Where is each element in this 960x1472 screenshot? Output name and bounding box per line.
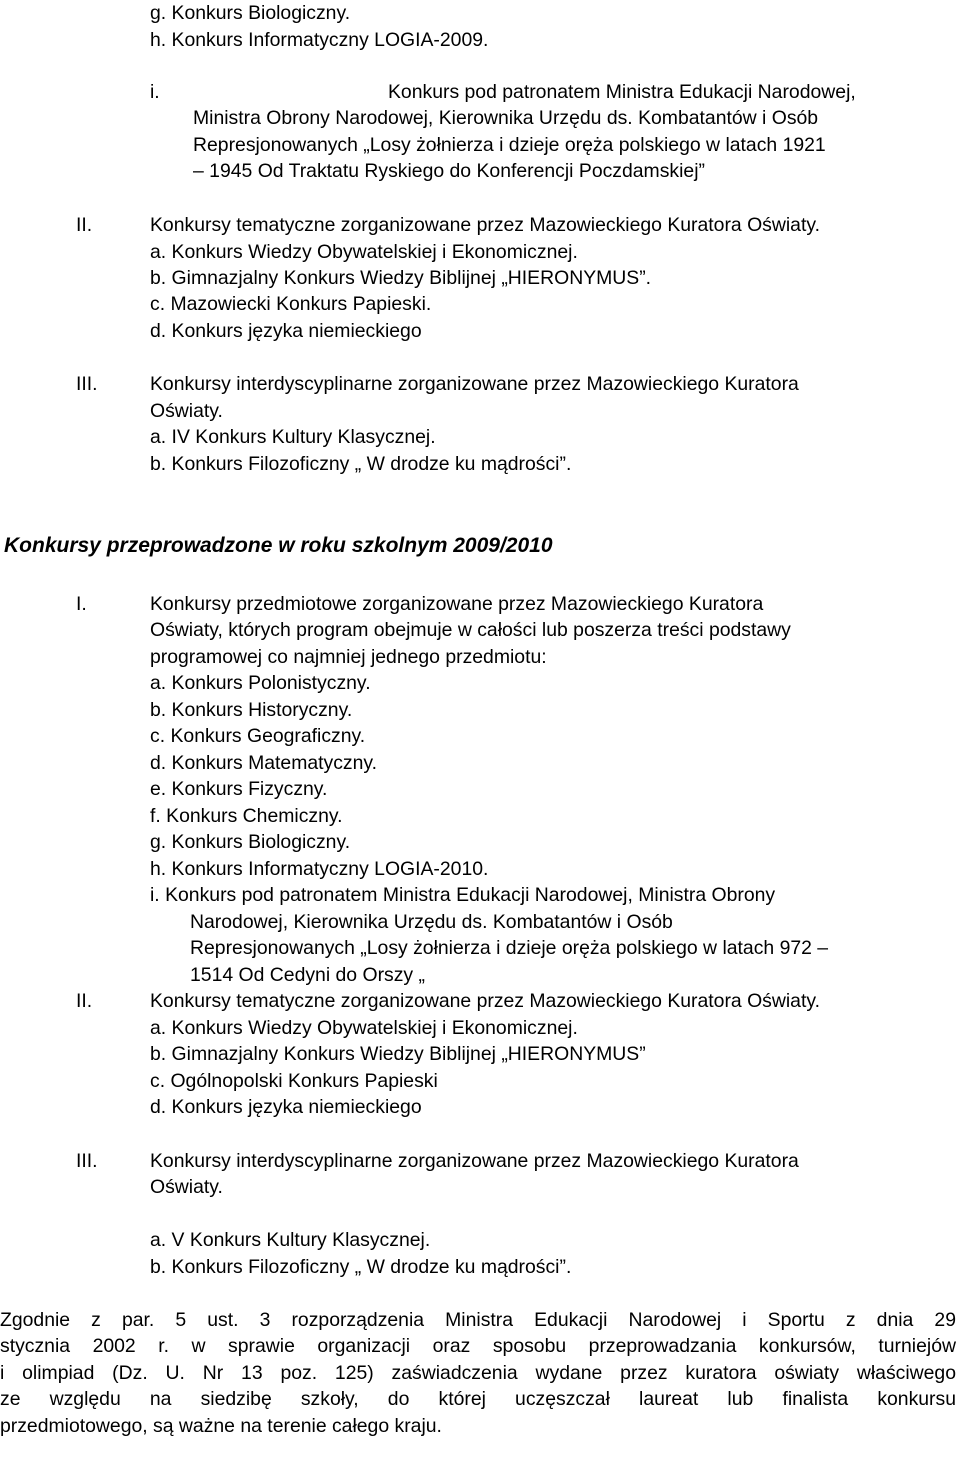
section-heading: Konkursy tematyczne zorganizowane przez Mazowieckiego Kuratora Oświaty. — [150, 990, 820, 1012]
prev-section-heading: Konkursy interdyscyplinarne zorganizowane przez Mazowieckiego Kuratora — [150, 373, 799, 395]
list-item: b. Konkurs Filozoficzny „ W drodze ku mądrości”. — [150, 1256, 572, 1278]
list-item: a. V Konkurs Kultury Klasycznej. — [150, 1229, 431, 1251]
prev-item-g: g. Konkurs Biologiczny. — [150, 2, 351, 24]
list-item-i: i. Konkurs pod patronatem Ministra Edukacji Narodowej, Ministra Obrony — [150, 884, 776, 906]
list-item: a. Konkurs Wiedzy Obywatelskiej i Ekonomicznej. — [150, 1017, 578, 1039]
list-item: d. Konkurs języka niemieckiego — [150, 1096, 422, 1118]
prev-section-heading: Oświaty. — [150, 400, 223, 422]
prev-list-item: b. Konkurs Filozoficzny „ W drodze ku mądrości”. — [150, 453, 572, 475]
list-item-i-cont: 1514 Od Cedyni do Orszy „ — [190, 964, 425, 986]
prev-item-i-line: Konkurs pod patronatem Ministra Edukacji Narodowej, — [388, 81, 856, 103]
list-item: f. Konkurs Chemiczny. — [150, 805, 343, 827]
section-heading: Oświaty, których program obejmuje w całości lub poszerza treści podstawy — [150, 619, 791, 641]
prev-section-number: III. — [76, 373, 98, 395]
prev-section-number: II. — [76, 214, 93, 236]
section-number: II. — [76, 990, 93, 1012]
footer-paragraph-line: Zgodnie z par. 5 ust. 3 rozporządzenia Ministra Edukacji Narodowej i Sportu z dnia 29 — [0, 1309, 956, 1331]
prev-item-i-line: Represjonowanych „Losy żołnierza i dzieje oręża polskiego w latach 1921 — [193, 134, 826, 156]
list-item: c. Konkurs Geograficzny. — [150, 725, 366, 747]
list-item: b. Gimnazjalny Konkurs Wiedzy Biblijnej „HIERONYMUS” — [150, 1043, 646, 1065]
prev-list-item: c. Mazowiecki Konkurs Papieski. — [150, 293, 432, 315]
section-number: III. — [76, 1150, 98, 1172]
section-heading: Konkursy przedmiotowe zorganizowane przez Mazowieckiego Kuratora — [150, 593, 764, 615]
prev-list-item: a. Konkurs Wiedzy Obywatelskiej i Ekonomicznej. — [150, 241, 578, 263]
prev-list-item: d. Konkurs języka niemieckiego — [150, 320, 422, 342]
list-item-i-cont: Narodowej, Kierownika Urzędu ds. Kombatantów i Osób — [190, 911, 673, 933]
prev-list-item: a. IV Konkurs Kultury Klasycznej. — [150, 426, 436, 448]
list-item-i-cont: Represjonowanych „Losy żołnierza i dzieje oręża polskiego w latach 972 – — [190, 937, 829, 959]
prev-section-heading: Konkursy tematyczne zorganizowane przez Mazowieckiego Kuratora Oświaty. — [150, 214, 820, 236]
prev-item-i-line: Ministra Obrony Narodowej, Kierownika Urzędu ds. Kombatantów i Osób — [193, 107, 819, 129]
section-number: I. — [76, 593, 87, 615]
list-item: h. Konkurs Informatyczny LOGIA-2010. — [150, 858, 489, 880]
section-heading: programowej co najmniej jednego przedmiotu: — [150, 646, 547, 668]
list-item: b. Konkurs Historyczny. — [150, 699, 353, 721]
section-title: Konkursy przeprowadzone w roku szkolnym 2009/2010 — [4, 534, 553, 557]
list-item: a. Konkurs Polonistyczny. — [150, 672, 371, 694]
list-item: d. Konkurs Matematyczny. — [150, 752, 378, 774]
list-item: e. Konkurs Fizyczny. — [150, 778, 328, 800]
footer-paragraph-line: przedmiotowego, są ważne na terenie całego kraju. — [0, 1415, 442, 1437]
prev-item-i-marker: i. — [150, 81, 160, 103]
list-item: g. Konkurs Biologiczny. — [150, 831, 351, 853]
footer-paragraph-line: ze względu na siedzibę szkoły, do której uczęszczał laureat lub finalista konkursu — [0, 1388, 956, 1410]
footer-paragraph-line: stycznia 2002 r. w sprawie organizacji oraz sposobu przeprowadzania konkursów, turniejów — [0, 1335, 956, 1357]
prev-item-i-line: – 1945 Od Traktatu Ryskiego do Konferencji Poczdamskiej” — [193, 160, 705, 182]
list-item: c. Ogólnopolski Konkurs Papieski — [150, 1070, 438, 1092]
prev-list-item: b. Gimnazjalny Konkurs Wiedzy Biblijnej „HIERONYMUS”. — [150, 267, 652, 289]
section-heading: Konkursy interdyscyplinarne zorganizowane przez Mazowieckiego Kuratora — [150, 1150, 799, 1172]
footer-paragraph-line: i olimpiad (Dz. U. Nr 13 poz. 125) zaświadczenia wydane przez kuratora oświaty właściwego — [0, 1362, 956, 1384]
section-heading: Oświaty. — [150, 1176, 223, 1198]
prev-item-h: h. Konkurs Informatyczny LOGIA-2009. — [150, 29, 489, 51]
